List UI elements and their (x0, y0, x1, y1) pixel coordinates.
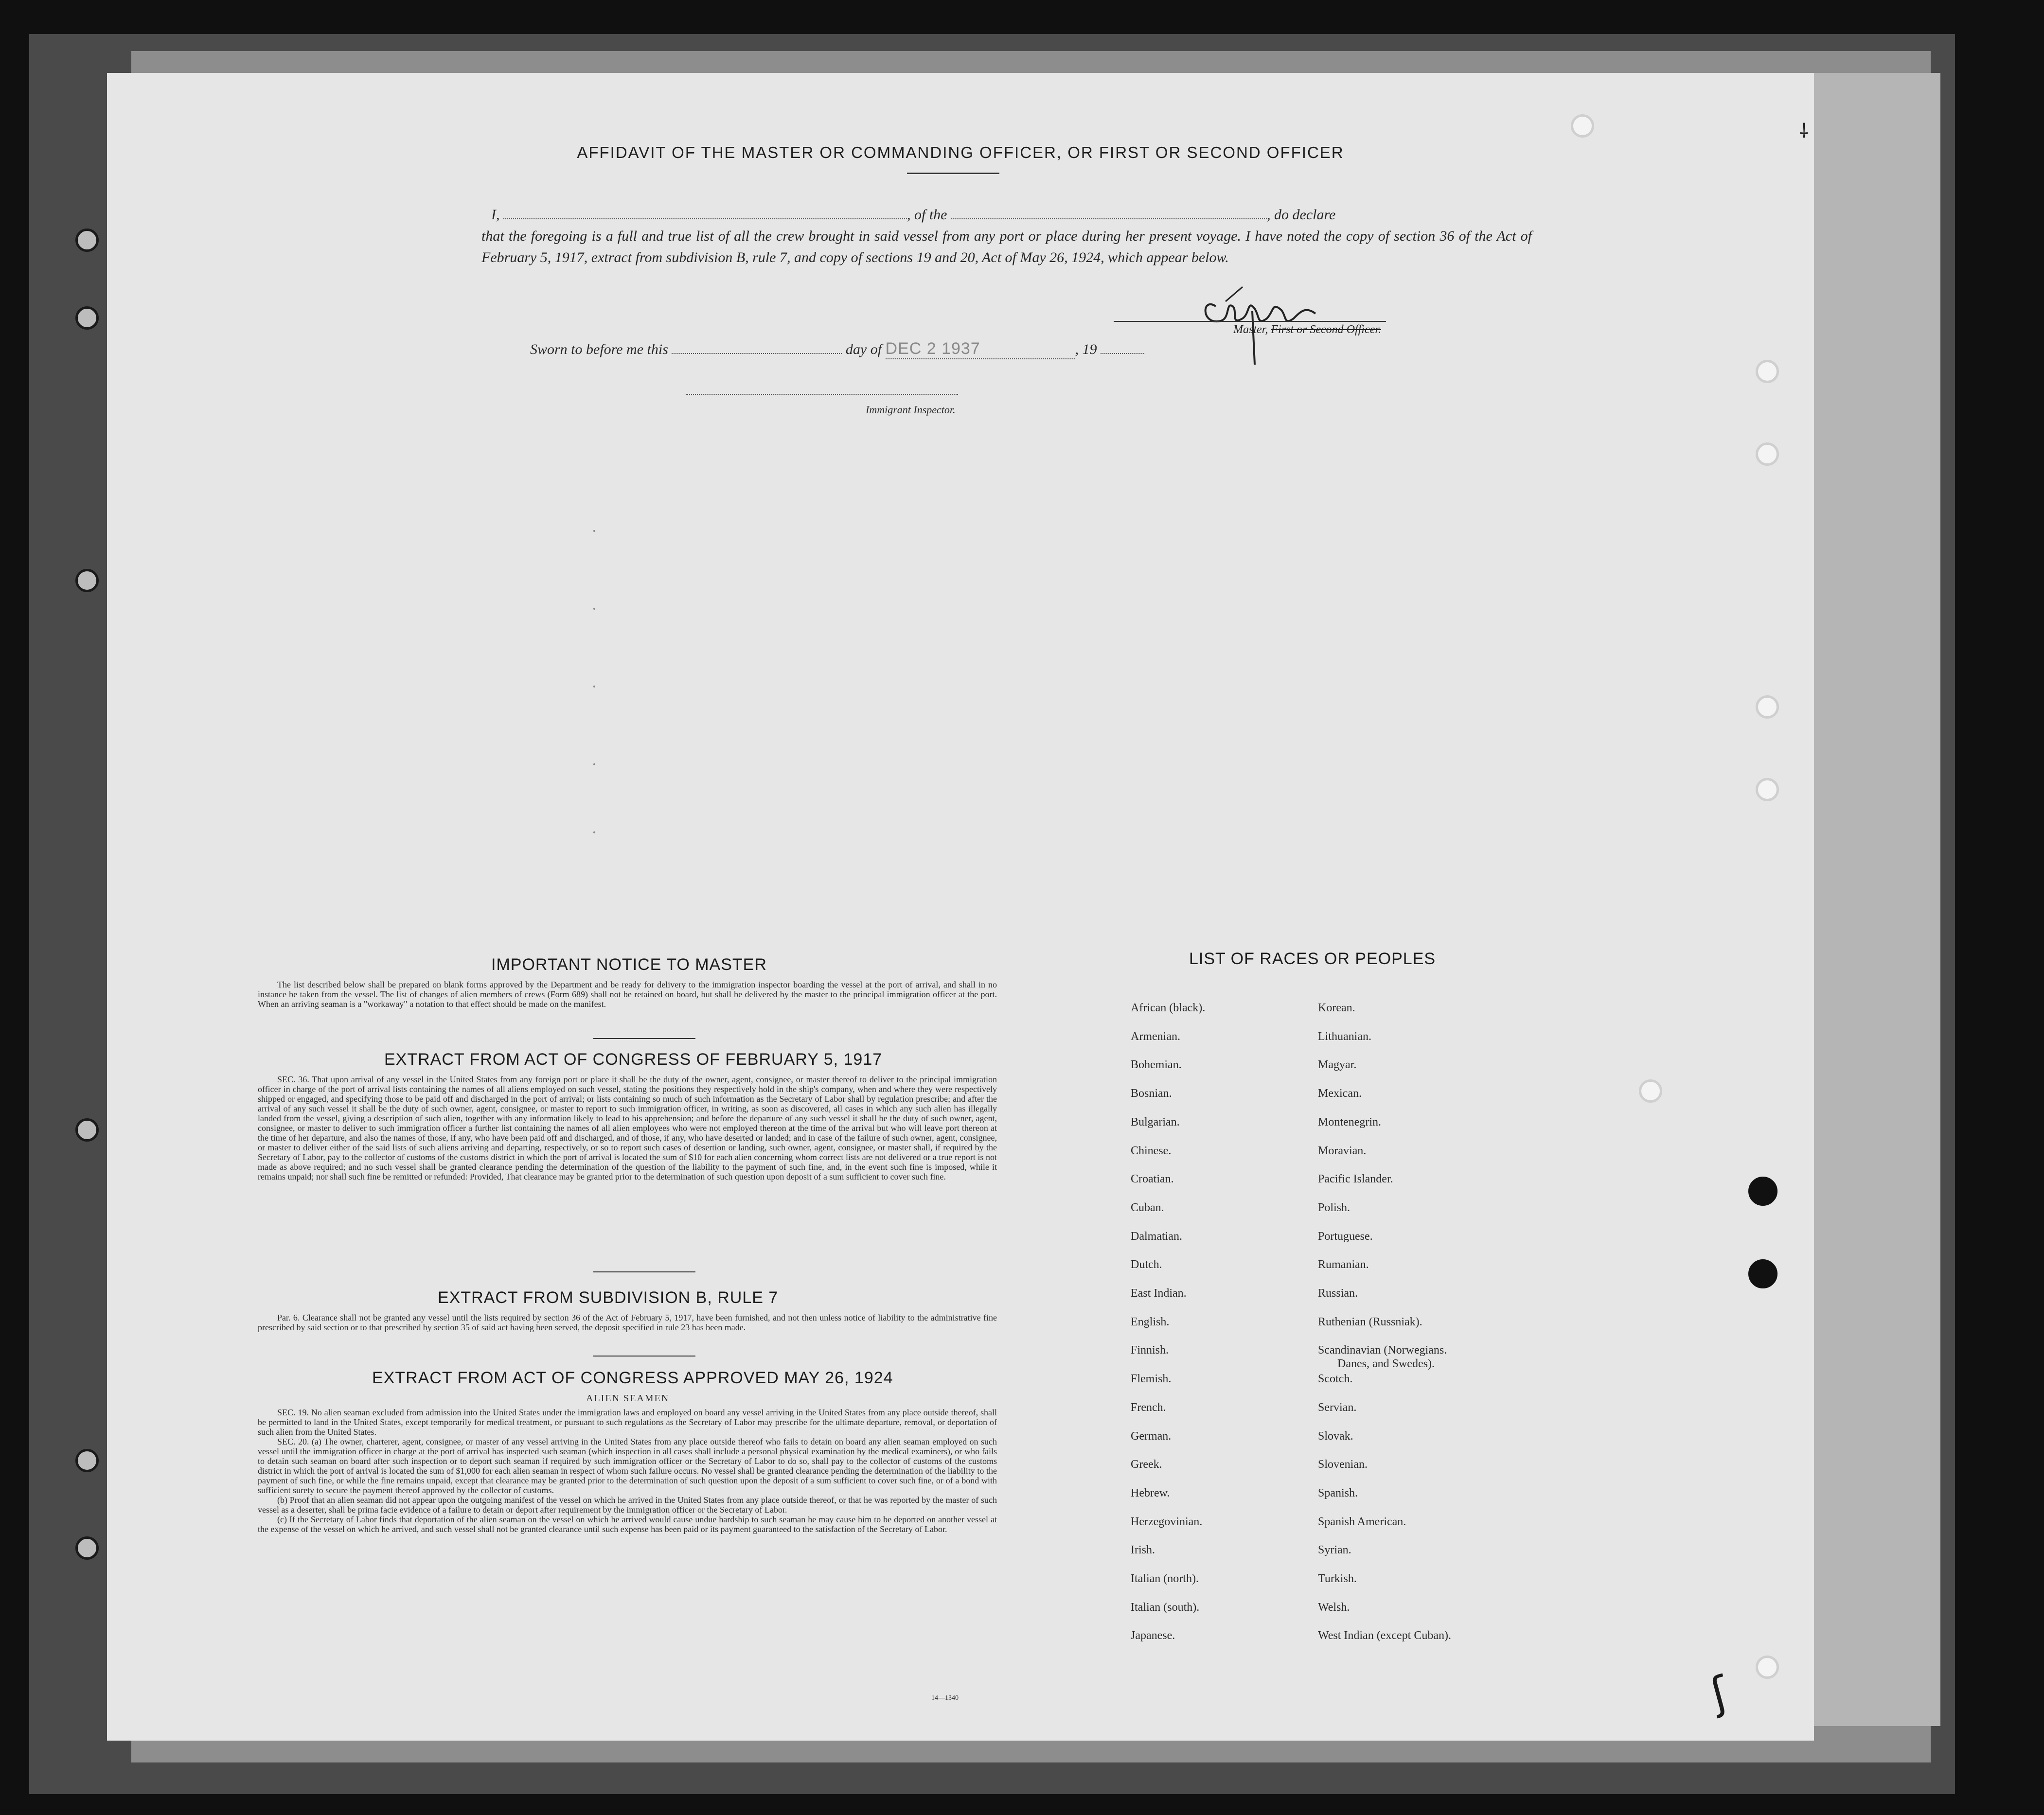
sec-20b-paragraph: (b) Proof that an alien seaman did not appear upon the outgoing manifest of the vessel on which he arrived in the United States from any place outside thereof, or that he was reported by the master of such vessel as a deserter, shall be prima facie evidence of a failure to detain or deport after requirement by the immigration officer or the Secretary of Labor. (258, 1495, 997, 1515)
race-entry: Slovak. (1318, 1429, 1353, 1443)
race-entry: Ruthenian (Russniak). (1318, 1315, 1422, 1328)
race-entry: Flemish. (1131, 1373, 1172, 1386)
affidavit-body (481, 204, 1532, 268)
declarant-name-field (503, 218, 907, 219)
master-label: Master, (1233, 323, 1268, 336)
guide-dot (593, 686, 595, 687)
year-label: , 19 (1075, 341, 1097, 357)
underlying-sheet-edge (1795, 73, 1940, 1726)
date-stamp: DEC 2 1937 (885, 339, 980, 358)
race-entry: Danes, and Swedes). (1337, 1357, 1435, 1371)
race-entry: Servian. (1318, 1401, 1357, 1414)
act-1924-text (258, 1408, 997, 1534)
race-entry: Italian (north). (1131, 1572, 1199, 1585)
race-entry: German. (1131, 1429, 1172, 1443)
punch-hole (1756, 442, 1779, 466)
notice-title: IMPORTANT NOTICE TO MASTER (491, 955, 767, 974)
race-entry: West Indian (except Cuban). (1318, 1629, 1451, 1642)
section-rule (593, 1038, 695, 1039)
race-entry: Syrian. (1318, 1544, 1351, 1557)
race-entry: Bohemian. (1131, 1058, 1182, 1072)
race-entry: Croatian. (1131, 1173, 1174, 1186)
race-entry: African (black). (1131, 1002, 1206, 1014)
punch-hole (1571, 114, 1594, 138)
race-entry: Bosnian. (1131, 1087, 1172, 1100)
binder-hole (75, 1449, 99, 1472)
binder-hole (75, 569, 99, 592)
punch-hole (1756, 778, 1779, 801)
form-page (107, 73, 1814, 1741)
guide-dot (593, 608, 595, 610)
inspector-signature-line (686, 394, 958, 395)
guide-dot (593, 763, 595, 765)
race-entry: Turkish. (1318, 1572, 1357, 1585)
punch-hole (1756, 695, 1779, 719)
race-entry: Greek. (1131, 1458, 1162, 1471)
rule-7-text (258, 1313, 997, 1332)
race-entry: Mexican. (1318, 1087, 1362, 1100)
race-entry: Hebrew. (1131, 1486, 1170, 1499)
race-entry: Moravian. (1318, 1144, 1367, 1157)
rule-7-title: EXTRACT FROM SUBDIVISION B, RULE 7 (438, 1288, 779, 1307)
section-36-paragraph: SEC. 36. That upon arrival of any vessel in the United States from any foreign port or place it shall be the duty of the owner, agent, consignee, or master thereof to deliver to the principal immigration officer in charge of the port of arrival lists containing the names of all aliens employed on such vessel, stating the positions they respectively hold in the ship's company, when and where they were respectively shipped or engaged, and specifying those to be paid off and discharged in the port of arrival; or lists containing so much of such information as the Secretary of Labor shall by regulation prescribe; and after the arrival of any such vessel it shall be the duty of such owner, agent, consignee, or master to report to such immigration officer, in writing, as soon as discovered, all cases in which any such alien has illegally landed from the vessel, giving a description of such alien, together with any information likely to lead to his apprehension; and before the departure of any such vessel it shall be the duty of such owner, agent, consignee, or master to deliver to such immigration officer a further list containing the names of all alien employees who were not employed thereon at the time of the arrival but who will leave port thereon at the time of her departure, and also the names of those, if any, who have been paid off and discharged, and of those, if any, who have deserted or landed; and in case of the failure of such owner, agent, consignee, or master to deliver either of the said lists of such aliens arriving and departing, respectively, or so to report such cases of desertion or landing, such owner, agent, consignee, or master shall, if required by the Secretary of Labor, pay to the collector of customs of the customs district in which the port of arrival is located the sum of $10 for each alien concerning whom correct lists are not delivered or a true report is not made as above required; and no such vessel shall be granted clearance pending the determination of the question of the liability to the payment of such fine, and, in the event such fine is imposed, while it remains unpaid; nor shall such fine be remitted or refunded: Provided, That clearance may be granted prior to the determination of such question upon deposit of a sum sufficient to cover such fine. (258, 1075, 997, 1181)
binder-hole (75, 1536, 99, 1560)
race-entry: Lithuanian. (1318, 1030, 1371, 1043)
race-entry: Montenegrin. (1318, 1115, 1381, 1128)
sworn-day-field (672, 353, 842, 354)
race-entry: Welsh. (1318, 1601, 1350, 1614)
act-1924-title: EXTRACT FROM ACT OF CONGRESS APPROVED MAY 26, 1924 (372, 1369, 893, 1387)
punch-hole (1748, 1259, 1777, 1288)
binder-hole (75, 229, 99, 252)
race-entry: Slovenian. (1318, 1458, 1368, 1471)
race-entry: Irish. (1131, 1544, 1155, 1557)
notice-paragraph: The list described below shall be prepared on blank forms approved by the Department and be ready for delivery to the immigration inspector boarding the vessel at the port of arrival, and shall in no instance be taken from the vessel. The list of changes of alien members of crews (Form 689) shall not be retained on board, but shall be delivered by the master to the principal immigration officer at the port. When an arriving seaman is a "workaway" a notation to that effect should be made on the manifest. (258, 980, 997, 1009)
race-entry: East Indian. (1131, 1287, 1187, 1300)
race-entry: Korean. (1318, 1002, 1355, 1014)
master-officer-label (1080, 323, 1381, 336)
margin-check-mark: ⸸ (1799, 120, 1809, 142)
sworn-line (530, 339, 1144, 359)
section-rule (593, 1356, 695, 1357)
notice-text (258, 980, 997, 1009)
race-entry: Italian (south). (1131, 1601, 1200, 1614)
race-entry: Bulgarian. (1131, 1115, 1180, 1128)
race-entry: Spanish. (1318, 1486, 1358, 1499)
affidavit-title: AFFIDAVIT OF THE MASTER OR COMMANDING OFFICER, OR FIRST OR SECOND OFFICER (577, 143, 1344, 161)
race-entry: Scotch. (1318, 1373, 1353, 1386)
guide-dot (593, 530, 595, 532)
officer-label-struck: First or Second Officer. (1271, 323, 1381, 336)
punch-hole (1756, 1656, 1779, 1679)
section-rule (593, 1271, 695, 1272)
declarant-prefix: I, (491, 207, 500, 223)
inspector-label: Immigrant Inspector. (866, 404, 956, 416)
race-entry: Japanese. (1131, 1629, 1175, 1642)
act-1917-title: EXTRACT FROM ACT OF CONGRESS OF FEBRUARY 5, 1917 (384, 1050, 883, 1069)
margin-handwritten-note: ʃ (1705, 1666, 1733, 1720)
race-entry: Magyar. (1318, 1058, 1357, 1072)
do-declare-label: , do declare (1267, 207, 1336, 223)
punch-hole (1748, 1177, 1777, 1206)
race-entry: Portuguese. (1318, 1230, 1373, 1243)
race-entry: Cuban. (1131, 1201, 1164, 1214)
race-entry: Rumanian. (1318, 1258, 1369, 1271)
sworn-month-field (886, 339, 1075, 359)
act-1917-text (258, 1075, 997, 1181)
race-entry: Scandinavian (Norwegians. (1318, 1344, 1447, 1357)
race-entry: Polish. (1318, 1201, 1351, 1214)
par-6-paragraph: Par. 6. Clearance shall not be granted any vessel until the lists required by section 36 of the Act of February 5, 1917, have been furnished, and not then unless notice of liability to the administrative fine prescribed by said section or to that prescribed by section 35 of said act having been served, the deposit specified in rule 23 has been made. (258, 1313, 997, 1332)
day-of-label: day of (845, 341, 882, 357)
declaration-line (481, 204, 1532, 226)
of-the-label: , of the (907, 207, 947, 223)
binder-hole (75, 306, 99, 330)
vessel-name-field (951, 218, 1267, 219)
binder-hole (75, 1118, 99, 1142)
race-entry: Chinese. (1131, 1144, 1172, 1157)
title-rule (907, 173, 999, 174)
race-entry: Dalmatian. (1131, 1230, 1182, 1243)
race-entry: Spanish American. (1318, 1515, 1406, 1528)
race-entry: French. (1131, 1401, 1166, 1414)
signature-line (1114, 321, 1386, 322)
alien-seamen-subtitle: ALIEN SEAMEN (586, 1393, 670, 1404)
race-entry: English. (1131, 1315, 1170, 1328)
declaration-body: that the foregoing is a full and true list of all the crew brought in said vessel from any port or place during her present voyage. I have noted the copy of section 36 of the Act of February 5, 1917, extract from subdivision B, rule 7, and copy of sections 19 and 20, Act of May 26, 1924, which appear below. (481, 228, 1532, 265)
sec-20c-paragraph: (c) If the Secretary of Labor finds that deportation of the alien seaman on the vessel on which he arrived would cause undue hardship to such seaman he may cause him to be deported on another vessel at the expense of the vessel on which he arrived, and such vessel shall not be granted clearance until such expense has been paid or its payment guaranteed to the satisfaction of the Secretary of Labor. (258, 1515, 997, 1534)
form-number: 14—1340 (931, 1694, 959, 1702)
race-entry: Herzegovinian. (1131, 1515, 1203, 1528)
punch-hole (1639, 1079, 1662, 1103)
sec-19-paragraph: SEC. 19. No alien seaman excluded from admission into the United States under the immigration laws and employed on board any vessel arriving in the United States from any place outside thereof, shall be permitted to land in the United States, except temporarily for medical treatment, or pursuant to such regulations as the Secretary of Labor may prescribe for the ultimate departure, removal, or deportation of such alien from the United States. (258, 1408, 997, 1437)
sworn-label: Sworn to before me this (530, 341, 668, 357)
race-entry: Russian. (1318, 1287, 1358, 1300)
race-entry: Finnish. (1131, 1344, 1169, 1357)
race-entry: Pacific Islander. (1318, 1173, 1393, 1186)
race-entry: Dutch. (1131, 1258, 1162, 1271)
punch-hole (1756, 360, 1779, 383)
sec-20a-paragraph: SEC. 20. (a) The owner, charterer, agent, consignee, or master of any vessel arriving in the United States from any place outside thereof who fails to detain on board any alien seaman employed on such vessel until the immigration officer in charge at the port of arrival has inspected such seaman (which inspection in all cases shall include a personal physical examination by the medical examiners), or who fails to detain such seaman on board after such inspection or to deport such seaman if required by such immigration officer or the Secretary of Labor to do so, shall pay to the collector of customs of the customs district in which the port of arrival is located the sum of $1,000 for each alien seaman in respect of whom such failure occurs. No vessel shall be granted clearance pending the determination of the liability to the payment of such fine, or while the fine remains unpaid, except that clearance may be granted prior to the determination of such question upon the deposit of a sum sufficient to cover such fine, or of a bond with sufficient surety to secure the payment thereof approved by the collector of customs. (258, 1437, 997, 1495)
guide-dot (593, 831, 595, 833)
sworn-year-field (1101, 353, 1144, 354)
races-title: LIST OF RACES OR PEOPLES (1189, 950, 1436, 968)
race-entry: Armenian. (1131, 1030, 1180, 1043)
